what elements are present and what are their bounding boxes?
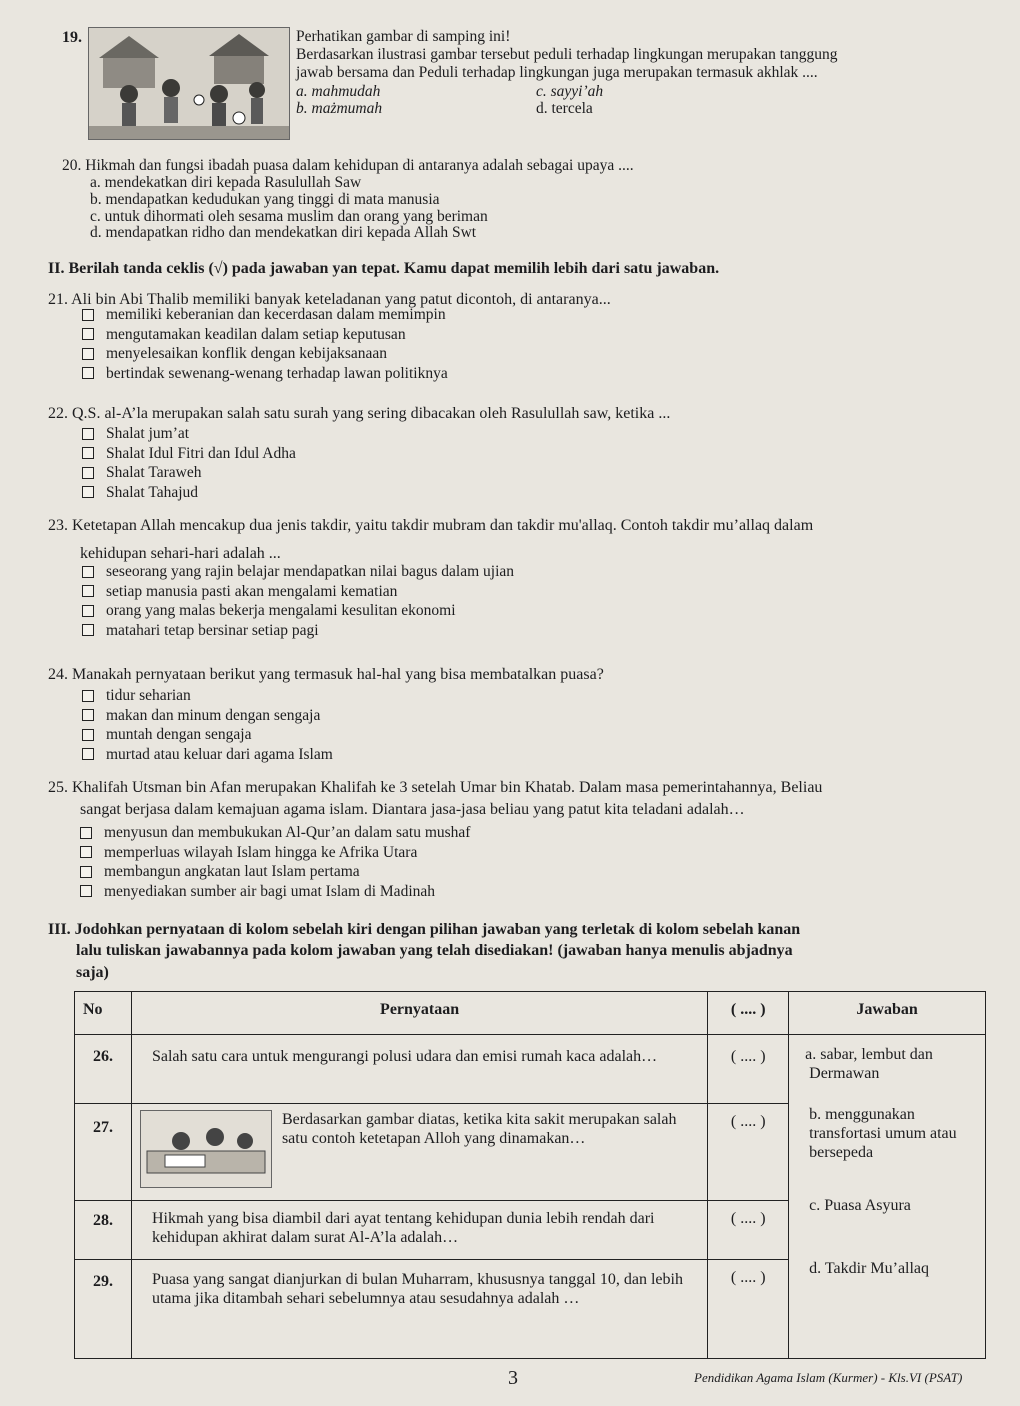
q22-option-2[interactable] (82, 444, 296, 464)
row-statement: Hikmah yang bisa diambil dari ayat tentang kehidupan dunia lebih rendah dari kehidupan akhirat dalam surat Al-A’la adalah… (131, 1201, 707, 1260)
illustration-environment-cleanup (88, 27, 290, 140)
row-number: 26. (75, 1035, 132, 1104)
checkbox[interactable] (82, 729, 94, 741)
checkbox[interactable] (82, 447, 94, 459)
q24-option-1[interactable] (82, 686, 333, 706)
option-label: muntah dengan sengaja (106, 726, 252, 743)
q21-option-1[interactable] (82, 305, 448, 325)
col-header-statement: Pernyataan (131, 992, 707, 1035)
q21-option-4[interactable] (82, 364, 448, 384)
q24-options (82, 686, 333, 764)
option-label: tidur seharian (106, 687, 191, 704)
col-header-blank: ( .... ) (708, 992, 789, 1035)
option-label: mengutamakan keadilan dalam setiap keputusan (106, 325, 406, 343)
q25-stem-line-1: 25. Khalifah Utsman bin Afan merupakan Khalifah ke 3 setelah Umar bin Khatab. Dalam masa pemerintahannya, Beliau (48, 779, 823, 796)
option-label: matahari tetap bersinar setiap pagi (106, 621, 319, 639)
checkbox[interactable] (82, 690, 94, 702)
row-statement: Salah satu cara untuk mengurangi polusi udara dan emisi rumah kaca adalah… (131, 1035, 707, 1104)
checkbox[interactable] (82, 624, 94, 636)
checkbox[interactable] (80, 846, 92, 858)
q23-options (82, 562, 514, 640)
page-number: 3 (508, 1367, 518, 1389)
checkbox[interactable] (82, 328, 94, 340)
option-label: menyusun dan membukukan Al-Qur’an dalam satu mushaf (104, 824, 471, 841)
option-label: makan dan minum dengan sengaja (106, 706, 321, 724)
option-label: membangun angkatan laut Islam pertama (104, 863, 360, 880)
answer-choice-c: c. Puasa Asyura (809, 1197, 911, 1214)
q23-stem-line-1: 23. Ketetapan Allah mencakup dua jenis takdir, yaitu takdir mubram dan takdir mu'allaq. Contoh takdir mu’allaq dalam (48, 517, 814, 534)
section-3-instruction-line-3: saja) (76, 964, 109, 981)
checkbox[interactable] (82, 309, 94, 321)
q21-stem: 21. Ali bin Abi Thalib memiliki banyak keteladanan yang patut dicontoh, di antaranya... (48, 291, 611, 308)
option-label: seseorang yang rajin belajar mendapatkan nilai bagus dalam ujian (106, 563, 515, 580)
checkbox[interactable] (82, 585, 94, 597)
answer-choice-b: b. menggunakan transfortasi umum atau bersepeda (809, 1106, 957, 1161)
answer-choice-d: d. Takdir Mu’allaq (809, 1260, 930, 1277)
q19-option-b[interactable]: b. mażmumah (296, 100, 383, 117)
q20-option-d[interactable]: d. mendapatkan ridho dan mendekatkan diri kepada Allah Swt (90, 224, 477, 241)
q19-line-1: Perhatikan gambar di samping ini! (296, 28, 511, 45)
q20-option-c[interactable]: c. untuk dihormati oleh sesama muslim dan orang yang beriman (90, 208, 488, 225)
q24-option-3[interactable] (82, 725, 333, 745)
answer-blank[interactable]: ( .... ) (708, 1260, 789, 1359)
q25-option-4[interactable] (80, 882, 470, 902)
section-2-instruction: II. Berilah tanda ceklis (√) pada jawaban yan tepat. Kamu dapat memilih lebih dari satu jawaban. (48, 260, 720, 277)
option-label: murtad atau keluar dari agama Islam (106, 745, 333, 763)
checkbox[interactable] (82, 428, 94, 440)
q21-option-3[interactable] (82, 344, 448, 364)
answer-blank[interactable]: ( .... ) (708, 1035, 789, 1104)
checkbox[interactable] (82, 348, 94, 360)
q20-option-b[interactable]: b. mendapatkan kedudukan yang tinggi di mata manusia (90, 191, 440, 208)
answer-blank[interactable]: ( .... ) (708, 1104, 789, 1201)
option-label: Shalat Idul Fitri dan Idul Adha (106, 444, 296, 462)
q19-option-c[interactable]: c. sayyi’ah (536, 83, 604, 100)
option-label: menyediakan sumber air bagi umat Islam di Madinah (104, 882, 436, 900)
q24-stem: 24. Manakah pernyataan berikut yang termasuk hal-hal yang bisa membatalkan puasa? (48, 666, 604, 683)
q25-option-3[interactable] (80, 862, 470, 882)
q20-option-a[interactable]: a. mendekatkan diri kepada Rasulullah Saw (90, 174, 362, 191)
col-header-answer: Jawaban (789, 992, 986, 1035)
q24-option-2[interactable] (82, 706, 333, 726)
q19-line-3: jawab bersama dan Peduli terhadap lingkungan juga merupakan termasuk akhlak .... (296, 64, 818, 81)
option-label: Shalat Taraweh (106, 464, 202, 481)
matching-table (74, 991, 986, 1359)
q21-options (82, 305, 448, 383)
q22-option-3[interactable] (82, 463, 296, 483)
row-number: 27. (75, 1104, 132, 1201)
section-3-instruction-line-2: lalu tuliskan jawabannya pada kolom jawaban yang telah disediakan! (jawaban hanya menulis abjadnya (76, 942, 793, 959)
row-statement-cell (131, 1104, 707, 1201)
q20-stem: 20. Hikmah dan fungsi ibadah puasa dalam kehidupan di antaranya adalah sebagai upaya .... (62, 157, 634, 174)
checkbox[interactable] (80, 885, 92, 897)
q25-option-1[interactable] (80, 823, 470, 843)
table-header-row (75, 992, 986, 1035)
checkbox[interactable] (82, 709, 94, 721)
row-statement: Puasa yang sangat dianjurkan di bulan Muharram, khususnya tanggal 10, dan lebih utama jika ditambah sehari sebelumnya atau sesudahnya adalah … (131, 1260, 707, 1359)
q25-option-2[interactable] (80, 843, 470, 863)
option-label: menyelesaikan konflik dengan kebijaksanaan (106, 345, 388, 362)
row-statement: Berdasarkan gambar diatas, ketika kita sakit merupakan salah satu contoh ketetapan Alloh yang dinamakan… (281, 1111, 677, 1147)
footer-subject: Pendidikan Agama Islam (Kurmer) - Kls.VI (PSAT) (694, 1370, 963, 1385)
q22-options (82, 424, 296, 502)
checkbox[interactable] (82, 605, 94, 617)
answer-blank[interactable]: ( .... ) (708, 1201, 789, 1260)
option-label: Shalat Tahajud (106, 483, 199, 501)
illustration-sick-child (140, 1110, 272, 1188)
q23-option-4[interactable] (82, 621, 514, 641)
checkbox[interactable] (82, 486, 94, 498)
question-number-19: 19. (62, 29, 82, 46)
q23-option-3[interactable] (82, 601, 514, 621)
q23-option-1[interactable] (82, 562, 514, 582)
q22-option-4[interactable] (82, 483, 296, 503)
row-number: 29. (75, 1260, 132, 1359)
q23-stem-line-2: kehidupan sehari-hari adalah ... (80, 545, 281, 562)
q19-line-2: Berdasarkan ilustrasi gambar tersebut peduli terhadap lingkungan merupakan tanggung (296, 46, 838, 63)
answer-choice-a: a. sabar, lembut dan Dermawan (805, 1046, 933, 1082)
checkbox[interactable] (82, 367, 94, 379)
q21-option-2[interactable] (82, 325, 448, 345)
option-label: memperluas wilayah Islam hingga ke Afrika Utara (104, 843, 418, 861)
q24-option-4[interactable] (82, 745, 333, 765)
checkbox[interactable] (80, 866, 92, 878)
q22-stem: 22. Q.S. al-A’la merupakan salah satu surah yang sering dibacakan oleh Rasulullah saw, ketika ... (48, 405, 671, 422)
option-label: orang yang malas bekerja mengalami kesulitan ekonomi (106, 602, 456, 619)
section-3-instruction-line-1: III. Jodohkan pernyataan di kolom sebelah kiri dengan pilihan jawaban yang terletak di kolom sebelah kanan (48, 921, 801, 938)
q25-options (80, 823, 470, 901)
q23-option-2[interactable] (82, 582, 514, 602)
checkbox[interactable] (82, 748, 94, 760)
option-label: setiap manusia pasti akan mengalami kematian (106, 582, 398, 600)
q19-option-d[interactable]: d. tercela (536, 100, 593, 117)
option-label: Shalat jum’at (106, 425, 190, 442)
q22-option-1[interactable] (82, 424, 296, 444)
checkbox[interactable] (82, 566, 94, 578)
table-row (75, 1035, 986, 1104)
q25-stem-line-2: sangat berjasa dalam kemajuan agama islam. Diantara jasa-jasa beliau yang patut kita teladani adalah… (80, 801, 745, 818)
checkbox[interactable] (80, 827, 92, 839)
answer-choices (789, 1035, 986, 1359)
col-header-no: No (75, 992, 132, 1035)
option-label: bertindak sewenang-wenang terhadap lawan politiknya (106, 364, 448, 382)
row-number: 28. (75, 1201, 132, 1260)
q19-option-a[interactable]: a. mahmudah (296, 83, 381, 100)
option-label: memiliki keberanian dan kecerdasan dalam memimpin (106, 306, 446, 323)
checkbox[interactable] (82, 467, 94, 479)
